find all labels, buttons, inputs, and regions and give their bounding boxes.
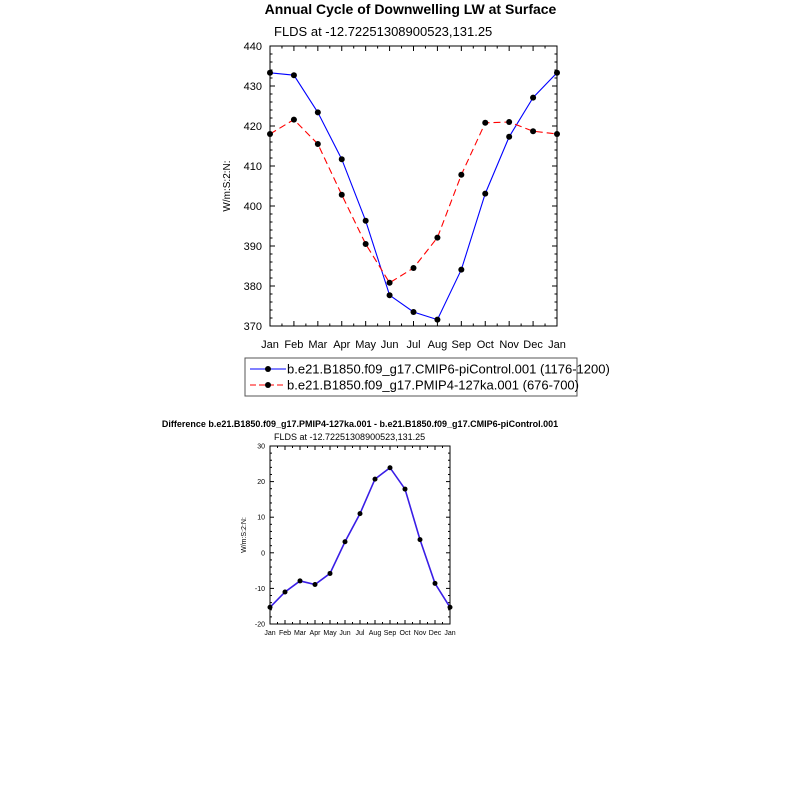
legend-marker [265,366,271,372]
y-tick-label: 10 [257,514,265,522]
x-tick-label: Jan [548,339,566,351]
y-axis-label: W/m:S:2:N: [241,517,248,553]
legend-marker [265,382,271,388]
x-tick-label: Nov [499,339,519,351]
x-tick-label: Jun [339,630,351,637]
data-point [268,605,273,610]
y-tick-label: 380 [243,280,262,293]
data-point [343,539,348,544]
legend-label: b.e21.B1850.f09_g17.PMIP4-127ka.001 (676-700) [287,377,579,393]
x-tick-label: May [323,630,337,637]
data-point [387,280,393,286]
chart-subtitle: FLDS at -12.72251308900523,131.25 [274,432,426,442]
x-tick-label: Nov [413,630,427,637]
data-point [313,582,318,587]
data-point [291,117,297,123]
y-tick-label: 420 [243,120,262,133]
x-tick-label: Sep [383,630,397,637]
data-point [530,95,536,101]
legend-label: b.e21.B1850.f09_g17.CMIP6-piControl.001 (1176-1200) [287,361,610,377]
y-tick-label: 430 [243,80,262,93]
y-tick-label: -20 [254,621,265,629]
data-point [363,218,369,224]
x-tick-label: May [355,339,377,351]
data-point [434,235,440,241]
x-tick-label: Dec [523,339,543,351]
y-tick-label: 440 [243,40,262,53]
y-tick-label: 20 [257,479,265,487]
x-tick-label: Sep [451,339,472,351]
data-point [363,241,369,247]
x-tick-label: Jan [261,339,279,351]
x-tick-label: Mar [293,630,307,637]
data-point [458,267,464,273]
y-axis-label: W/m:S:2:N: [222,160,233,212]
data-point [267,70,273,76]
x-tick-label: Jan [264,630,276,637]
data-point [458,172,464,178]
data-point [373,477,378,482]
data-point [434,317,440,323]
data-point [448,605,453,610]
data-point [298,578,303,583]
data-point [339,192,345,198]
data-point [418,537,423,542]
y-tick-label: 390 [243,240,262,253]
data-point [267,131,273,137]
data-point [506,134,512,140]
y-tick-label: -10 [254,585,265,593]
x-tick-label: Feb [278,630,292,637]
data-point [506,119,512,125]
data-point [530,128,536,134]
data-point [387,292,393,298]
series-line-0 [270,468,450,608]
data-point [554,131,560,137]
data-point [403,487,408,492]
chart-title: Difference b.e21.B1850.f09_g17.PMIP4-127ka.001 - b.e21.B1850.f09_g17.CMIP6-piControl.001 [161,419,559,429]
y-tick-label: 0 [261,550,265,558]
data-point [388,465,393,470]
data-point [315,109,321,115]
x-tick-label: Aug [427,339,448,351]
x-tick-label: Jul [406,339,421,351]
y-tick-label: 410 [243,160,262,173]
x-tick-label: Apr [309,630,321,637]
data-point [411,309,417,315]
chart-title: Annual Cycle of Downwelling LW at Surface [264,1,557,17]
data-point [291,72,297,78]
data-point [482,191,488,197]
x-tick-label: Oct [476,339,494,351]
x-tick-label: Apr [333,339,351,351]
data-point [283,589,288,594]
y-tick-label: 30 [257,443,265,451]
data-point [358,511,363,516]
series-line-1 [270,120,557,283]
x-tick-label: Jun [380,339,399,351]
x-tick-label: Oct [399,630,411,637]
y-tick-label: 370 [243,320,262,333]
data-point [315,141,321,147]
data-point [554,70,560,76]
x-tick-label: Jul [355,630,365,637]
plot-frame [270,446,450,624]
plot-frame [270,46,557,326]
x-tick-label: Aug [368,630,382,637]
x-tick-label: Dec [428,630,442,637]
data-point [482,120,488,126]
data-point [411,265,417,271]
data-point [328,571,333,576]
series-line-0 [270,73,557,320]
x-tick-label: Feb [284,339,304,351]
data-point [339,156,345,162]
chart-subtitle: FLDS at -12.72251308900523,131.25 [274,24,493,39]
x-tick-label: Jan [444,630,456,637]
x-tick-label: Mar [308,339,328,351]
data-point [433,581,438,586]
y-tick-label: 400 [243,200,262,213]
